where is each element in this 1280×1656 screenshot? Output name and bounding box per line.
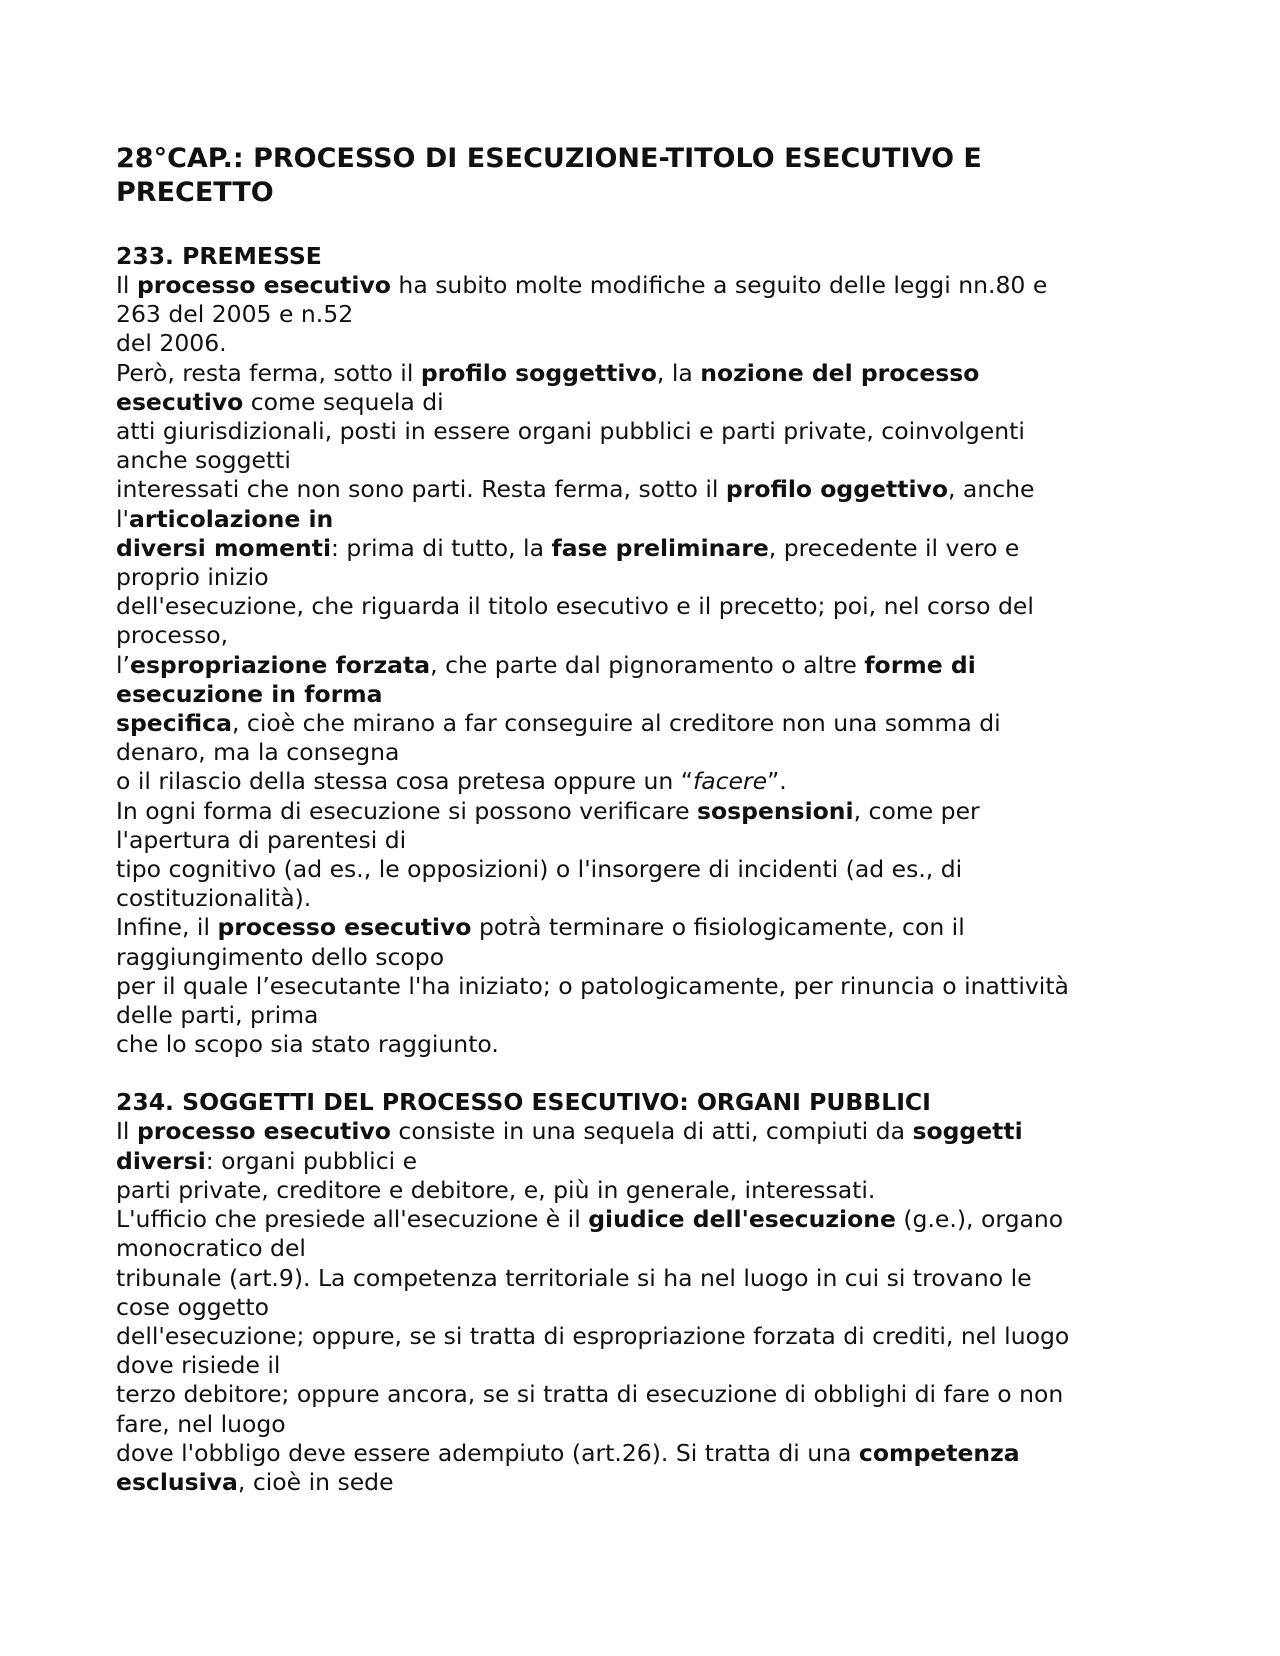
text-run: ”. xyxy=(767,767,787,796)
bold-text: processo esecutivo xyxy=(217,913,472,942)
text-line xyxy=(116,913,1156,942)
text-line xyxy=(116,1380,1156,1409)
text-run: , precedente il vero e xyxy=(768,533,1020,562)
bold-text: profilo oggettivo xyxy=(725,475,948,504)
text-run: Il xyxy=(116,1117,137,1146)
bold-text: profilo soggettivo xyxy=(420,358,657,387)
text-line xyxy=(116,767,1156,796)
section-body xyxy=(116,1117,1156,1497)
text-run: proprio inizio xyxy=(116,563,269,592)
bold-text: giudice dell'esecuzione xyxy=(588,1205,896,1234)
section-heading: 234. SOGGETTI DEL PROCESSO ESECUTIVO: ORGANI PUBBLICI xyxy=(116,1088,931,1117)
text-run: , che parte dal pignoramento o altre xyxy=(430,650,865,679)
bold-text: nozione del processo xyxy=(700,358,980,387)
text-line xyxy=(116,972,1156,1001)
text-run: o il rilascio della stessa cosa pretesa oppure un “ xyxy=(116,767,693,796)
chapter-title-line-2: PRECETTO xyxy=(116,177,274,208)
section-234 xyxy=(116,1088,1156,1497)
bold-text: articolazione in xyxy=(129,504,334,533)
text-line xyxy=(116,534,1156,563)
text-line xyxy=(116,1030,1156,1059)
text-line xyxy=(116,592,1156,621)
chapter-title-line-1: 28°CAP.: PROCESSO DI ESECUZIONE-TITOLO ESECUTIVO E xyxy=(116,143,982,174)
text-run: In ogni forma di esecuzione si possono verificare xyxy=(116,796,697,825)
text-run: tipo cognitivo (ad es., le opposizioni) o l'insorgere di incidenti (ad es., di xyxy=(116,855,963,884)
text-line xyxy=(116,1351,1156,1380)
text-run: denaro, ma la consegna xyxy=(116,738,400,767)
text-line xyxy=(116,855,1156,884)
text-run: cose oggetto xyxy=(116,1292,269,1321)
text-run: interessati che non sono parti. Resta ferma, sotto il xyxy=(116,475,726,504)
text-line xyxy=(116,475,1156,504)
text-line xyxy=(116,271,1156,300)
text-run: l'apertura di parentesi di xyxy=(116,825,407,854)
bold-text: fase preliminare xyxy=(551,533,769,562)
text-run: , anche xyxy=(947,475,1035,504)
text-line xyxy=(116,1439,1156,1468)
section-body xyxy=(116,271,1156,1059)
text-run: parti private, creditore e debitore, e, più in generale, interessati. xyxy=(116,1175,876,1204)
bold-text: esclusiva xyxy=(116,1467,238,1496)
text-line xyxy=(116,563,1156,592)
text-run: dove risiede il xyxy=(116,1351,281,1380)
bold-text: processo esecutivo xyxy=(136,271,391,299)
text-run: del 2006. xyxy=(116,329,227,358)
text-line xyxy=(116,680,1156,709)
text-line xyxy=(116,1410,1156,1439)
text-line xyxy=(116,884,1156,913)
text-run: come sequela di xyxy=(243,387,444,416)
text-line xyxy=(116,621,1156,650)
bold-text: specifica xyxy=(116,709,232,738)
section-heading: 233. PREMESSE xyxy=(116,242,322,270)
text-run: : organi pubblici e xyxy=(205,1146,418,1175)
text-line xyxy=(116,1205,1156,1234)
text-line xyxy=(116,1293,1156,1322)
text-line xyxy=(116,359,1156,388)
text-run: , cioè in sede xyxy=(237,1467,394,1496)
text-run: dove l'obbligo deve essere adempiuto (art.26). Si tratta di una xyxy=(116,1438,859,1467)
text-run: , la xyxy=(656,358,701,387)
text-line xyxy=(116,709,1156,738)
text-line xyxy=(116,1322,1156,1351)
text-line xyxy=(116,651,1156,680)
text-run: per il quale l’esecutante l'ha iniziato; o patologicamente, per rinuncia o inattività xyxy=(116,971,1069,1000)
text-line xyxy=(116,446,1156,475)
text-run: ha subito molte modifiche a seguito delle leggi nn.80 e xyxy=(390,271,1048,299)
text-run: , cioè che mirano a far conseguire al creditore non una somma di xyxy=(231,709,1001,738)
text-line xyxy=(116,943,1156,972)
bold-text: esecutivo xyxy=(116,387,244,416)
text-run: 263 del 2005 e n.52 xyxy=(116,300,354,329)
text-line xyxy=(116,1234,1156,1263)
text-run: dell'esecuzione; oppure, se si tratta di espropriazione forzata di crediti, nel luogo xyxy=(116,1321,1070,1350)
text-run: l’ xyxy=(116,650,130,679)
text-line xyxy=(116,1468,1156,1497)
text-line xyxy=(116,1147,1156,1176)
text-line xyxy=(116,329,1156,358)
text-run: , come per xyxy=(853,796,980,825)
text-line xyxy=(116,1176,1156,1205)
italic-text: facere xyxy=(692,767,768,796)
text-run: Il xyxy=(116,271,137,299)
text-run: costituzionalità). xyxy=(116,884,312,913)
text-run: Però, resta ferma, sotto il xyxy=(116,358,421,387)
bold-text: espropriazione forzata xyxy=(130,650,431,679)
text-run: delle parti, prima xyxy=(116,1001,319,1030)
text-run: processo, xyxy=(116,621,229,650)
bold-text: competenza xyxy=(858,1438,1020,1467)
text-line xyxy=(116,1117,1156,1146)
text-line xyxy=(116,505,1156,534)
text-run: consiste in una sequela di atti, compiuti da xyxy=(390,1117,913,1146)
text-run: dell'esecuzione, che riguarda il titolo esecutivo e il precetto; poi, nel corso del xyxy=(116,592,1034,621)
text-line xyxy=(116,388,1156,417)
text-run: potrà terminare o fisiologicamente, con il xyxy=(471,913,965,942)
text-line xyxy=(116,417,1156,446)
text-run: (g.e.), organo xyxy=(895,1205,1064,1234)
text-line xyxy=(116,797,1156,826)
text-run: L'ufficio che presiede all'esecuzione è il xyxy=(116,1205,589,1234)
text-run: atti giurisdizionali, posti in essere organi pubblici e parti private, coinvolgenti xyxy=(116,417,1025,446)
bold-text: soggetti xyxy=(912,1117,1023,1146)
text-line xyxy=(116,1001,1156,1030)
text-run: tribunale (art.9). La competenza territoriale si ha nel luogo in cui si trovano le xyxy=(116,1263,1032,1292)
section-233 xyxy=(116,242,1156,1059)
text-run: terzo debitore; oppure ancora, se si tratta di esecuzione di obblighi di fare o non xyxy=(116,1380,1064,1409)
text-run: l' xyxy=(116,504,129,533)
text-line xyxy=(116,1264,1156,1293)
text-run: fare, nel luogo xyxy=(116,1409,286,1438)
document-page xyxy=(116,142,1156,1497)
text-run: anche soggetti xyxy=(116,446,291,475)
bold-text: esecuzione in forma xyxy=(116,679,383,708)
text-run: monocratico del xyxy=(116,1234,306,1263)
bold-text: forme di xyxy=(864,650,976,679)
text-line xyxy=(116,738,1156,767)
text-run: : prima di tutto, la xyxy=(331,533,552,562)
bold-text: sospensioni xyxy=(697,796,854,825)
bold-text: diversi xyxy=(116,1146,206,1175)
text-line xyxy=(116,300,1156,329)
bold-text: processo esecutivo xyxy=(136,1117,391,1146)
text-run: che lo scopo sia stato raggiunto. xyxy=(116,1030,499,1059)
bold-text: diversi momenti xyxy=(116,533,332,562)
text-run: raggiungimento dello scopo xyxy=(116,942,445,971)
text-line xyxy=(116,826,1156,855)
text-run: Infine, il xyxy=(116,913,218,942)
chapter-title xyxy=(116,142,1156,210)
